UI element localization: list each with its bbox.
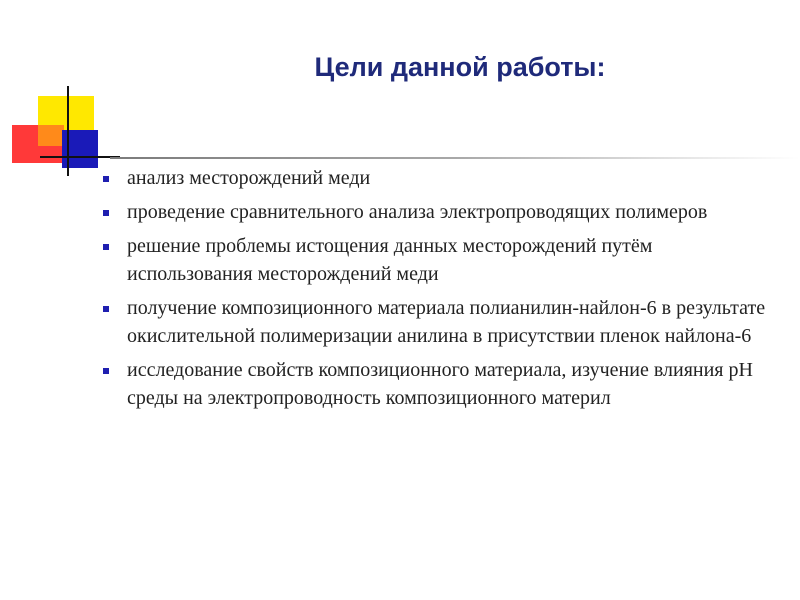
list-item [100,356,780,412]
list-item [100,164,780,192]
list-item [100,294,780,350]
bullet-icon [103,176,109,182]
decorative-squares-logo [0,0,120,190]
bullet-list [100,164,780,418]
bullet-text: проведение сравнительного анализа электропроводящих полимеров [127,201,708,223]
bullet-text: решение проблемы истощения данных месторождений путём использования месторождений меди [127,235,653,285]
bullet-text: получение композиционного материала полианилин-найлон-6 в результате окислительной полимеризации анилина в присутствии пленок найлона-6 [127,297,766,347]
slide-title: Цели данной работы: [314,52,606,82]
bullet-text: анализ месторождений меди [127,167,371,189]
bullet-icon [103,244,109,250]
list-item [100,232,780,288]
bullet-icon [103,210,109,216]
title-divider [110,157,800,159]
vertical-line [67,86,69,176]
horizontal-line [40,156,120,158]
bullet-icon [103,306,109,312]
list-item [100,198,780,226]
orange-overlap [38,125,64,146]
bullet-icon [103,368,109,374]
bullet-text: исследование свойств композиционного материала, изучение влияния pH среды на электропроводность композиционного материл [127,359,753,409]
